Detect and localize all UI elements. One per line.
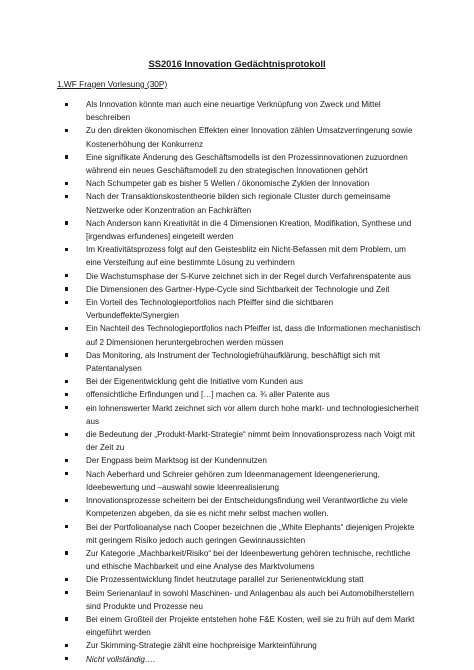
list-item-text: Zur Kategorie „Machbarkeit/Risiko“ bei der Ideenbewertung gehören technische, rechtliche und ethische Machbarkeit und eine Analyse des Marktvolumens	[86, 548, 411, 572]
list-item	[62, 296, 422, 322]
question-list	[62, 98, 422, 666]
bullet-icon	[65, 525, 68, 528]
list-item-text: Nach Aeberhard und Schreier gehören zum Ideenmanagement Ideengenerierung, Ideebewertung und –auswahl sowie Ideenrealisierung	[86, 469, 380, 492]
list-item	[62, 653, 422, 666]
list-item-text: Der Engpass beim Marktsog ist der Kundennutzen	[86, 456, 267, 466]
list-item	[62, 349, 422, 375]
list-item-text: Bei einem Großteil der Projekte entstehen hohe F&E Kosten, weil sie zu früh auf dem Markt eingeführt werden	[86, 614, 415, 638]
list-item	[62, 613, 422, 639]
list-item	[62, 322, 422, 348]
bullet-icon	[65, 551, 68, 554]
list-item	[62, 190, 422, 216]
list-item-text: Die Prozessentwicklung findet heutzutage parallel zur Serienentwicklung statt	[86, 575, 364, 585]
list-item	[62, 270, 422, 283]
list-item-text: Nach Schumpeter gab es bisher 5 Wellen / ökonomische Zyklen der Innovation	[86, 179, 370, 189]
list-item	[62, 98, 422, 124]
list-item-text: Beim Serienanlauf in sowohl Maschinen- und Anlagenbau als auch bei Automobilherstellern sind Produkte und Prozesse neu	[86, 588, 415, 611]
list-item-text: Nach Anderson kann Kreativität in die 4 Dimensionen Kreation, Modifikation, Synthese und [irgendwas erfundenes] eingeteilt werden	[86, 218, 412, 242]
bullet-icon	[65, 499, 68, 502]
list-item	[62, 428, 422, 454]
list-item-text: Als Innovation könnte man auch eine neuartige Verknüpfung von Zweck und Mittel beschreiben	[86, 100, 381, 123]
list-item	[62, 402, 422, 428]
bullet-icon	[65, 433, 68, 436]
list-item	[62, 494, 422, 520]
bullet-icon	[65, 578, 68, 581]
bullet-icon	[65, 182, 68, 185]
list-item	[62, 151, 422, 177]
list-item-text: Die Wachstumsphase der S-Kurve zeichnet sich in der Regel durch Verfahrenspatente aus	[86, 271, 411, 281]
list-item-text: ein lohnenswerter Markt zeichnet sich vor allem durch hohe markt- und technologiesicherheit aus	[86, 403, 419, 426]
bullet-icon	[65, 195, 68, 198]
list-item-text: Im Kreativitätsprozess folgt auf den Geistesblitz ein Nicht-Befassen mit dem Problem, um eine Versteifung auf eine bestimmte Lösung zu verhindern	[86, 245, 406, 268]
list-item-text: Nicht vollständig….	[86, 654, 156, 664]
bullet-icon	[65, 103, 68, 106]
bullet-icon	[65, 287, 68, 290]
list-item	[62, 468, 422, 494]
list-item-text: Bei der Eigenentwicklung geht die Initiative vom Kunden aus	[86, 377, 303, 387]
list-item-text: Bei der Portfolioanalyse nach Cooper bezeichnen die „White Elephants“ diejenigen Projekte mit geringem Risiko jedoch auch geringen Gewinnaussichten	[86, 522, 415, 545]
list-item-text: Ein Vorteil des Technologieportfolios nach Pfeiffer sind die sichtbaren Verbundeffekte/Synergien	[86, 298, 334, 321]
section-heading: 1.WF Fragen Vorlesung (30P)	[57, 79, 168, 89]
list-item-text: die Bedeutung der „Produkt-Markt-Strategie“ nimmt beim Innovationsprozess nach Voigt mit der Zeit zu	[86, 430, 415, 453]
bullet-icon	[65, 406, 68, 409]
bullet-icon	[65, 248, 68, 251]
list-item	[62, 573, 422, 586]
list-item	[62, 217, 422, 243]
bullet-icon	[65, 657, 68, 660]
list-item-text: Ein Nachteil des Technologieportfolios nach Pfeiffer ist, dass die Informationen mechanistisch auf 2 Dimensionen heruntergebrochen werden müssen	[86, 324, 421, 347]
list-item-text: Nach der Transaktionskostentheorie bilden sich regionale Cluster durch gemeinsame Netzwerke oder Konzentration an Fachkräften	[86, 192, 391, 215]
bullet-icon	[65, 644, 68, 647]
bullet-icon	[65, 221, 68, 224]
list-item-text: Das Monitoring, als Instrument der Technologiefrühaufklärung, beschäftigt sich mit Patentanalysen	[86, 350, 381, 374]
bullet-icon	[65, 380, 68, 383]
list-item-text: Zu den direkten ökonomischen Effekten einer Innovation zählen Umsatzverringerung sowie Kostenerhöhung der Konkurrenz	[86, 126, 413, 149]
list-item-text: Innovationsprozesse scheitern bei der Entscheidungsfindung weil Verantwortliche zu viele Kompetenzen abgeben, da sie es nicht mehr selbst machen wollen.	[86, 496, 408, 519]
bullet-icon	[65, 472, 68, 475]
list-item	[62, 388, 422, 401]
list-item	[62, 283, 422, 296]
list-item	[62, 454, 422, 467]
list-item	[62, 177, 422, 190]
bullet-icon	[65, 327, 68, 330]
bullet-icon	[65, 353, 68, 356]
bullet-icon	[65, 591, 68, 594]
bullet-icon	[65, 617, 68, 620]
list-item	[62, 587, 422, 613]
bullet-icon	[65, 459, 68, 462]
list-item	[62, 639, 422, 652]
list-item-text: offensichtliche Erfindungen und […] machen ca. ¾ aller Patente aus	[86, 390, 330, 400]
list-item	[62, 243, 422, 269]
bullet-icon	[65, 155, 68, 158]
list-item-text: Die Dimensionen des Gartner-Hype-Cycle sind Sichtbarkeit der Technologie und Zeit	[86, 284, 390, 294]
bullet-icon	[65, 301, 68, 304]
page-title: SS2016 Innovation Gedächtnisprotokoll	[148, 58, 326, 69]
bullet-icon	[65, 129, 68, 132]
list-item-text: Zur Skimming-Strategie zählt eine hochpreisige Markteinführung	[86, 641, 317, 651]
bullet-icon	[65, 393, 68, 396]
list-item	[62, 521, 422, 547]
list-item	[62, 375, 422, 388]
list-item-text: Eine signifikate Änderung des Geschäftsmodells ist den Prozessinnovationen zuzuordnen während ein neues Geschäftsmodell zu den strategischen Innovationen gehört	[86, 152, 408, 176]
bullet-icon	[65, 274, 68, 277]
list-item	[62, 124, 422, 150]
list-item	[62, 547, 422, 573]
